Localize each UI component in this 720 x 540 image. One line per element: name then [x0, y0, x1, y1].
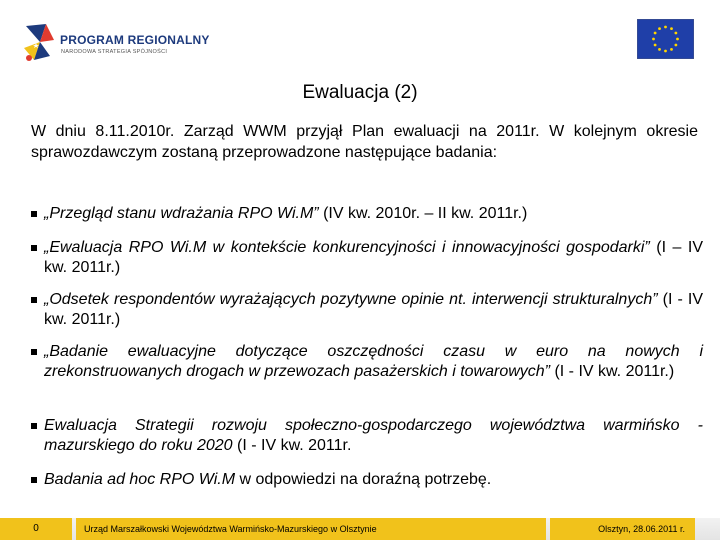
bullet-square-icon [31, 349, 37, 355]
bullet-square-icon [31, 211, 37, 217]
list-item [31, 416, 703, 456]
program-regionalny-logo [20, 20, 210, 70]
list-item [31, 290, 703, 330]
bullet-square-icon [31, 477, 37, 483]
eu-star-icon [652, 38, 655, 41]
list-item [31, 470, 703, 490]
logo-subtitle: NARODOWA STRATEGIA SPÓJNOŚCI [61, 49, 168, 55]
bullet-period: (I - IV kw. 2011r.) [550, 363, 675, 380]
bullet-title: Badania ad hoc RPO Wi.M [44, 471, 236, 488]
bullet-period: w odpowiedzi na doraźną potrzebę. [235, 471, 492, 488]
eu-star-icon [658, 48, 661, 51]
bullet-period: (IV kw. 2010r. – II kw. 2011r.) [318, 205, 528, 222]
eu-star-icon [664, 50, 667, 53]
page-number: 0 [0, 518, 72, 540]
logo-title: PROGRAM REGIONALNY [60, 33, 210, 47]
eu-star-icon [676, 38, 679, 41]
eu-star-icon [670, 27, 673, 30]
bullet-square-icon [31, 245, 37, 251]
eu-star-icon [670, 48, 673, 51]
bullet-period: (I - IV kw. 2011r.) [44, 291, 703, 328]
bullet-title: „Odsetek respondentów wyrażających pozytywne opinie nt. interwencji strukturalnych” [44, 291, 658, 308]
footer-date: Olsztyn, 28.06.2011 r. [550, 518, 695, 540]
eu-star-icon [654, 32, 657, 35]
eu-star-icon [658, 27, 661, 30]
intro-paragraph: W dniu 8.11.2010r. Zarząd WWM przyjął Plan ewaluacji na 2011r. W kolejnym okresie sprawozdawczym zostaną przeprowadzone następujące badania: [31, 123, 698, 161]
eu-star-icon [654, 44, 657, 47]
eu-star-icon [674, 32, 677, 35]
list-item [31, 238, 703, 278]
eu-flag-icon [637, 19, 694, 59]
eu-star-icon [664, 26, 667, 29]
bullet-title: „Ewaluacja RPO Wi.M w kontekście konkurencyjności i innowacyjności gospodarki” [44, 239, 650, 256]
eu-star-icon [674, 44, 677, 47]
bullet-period: (I – IV kw. 2011r.) [44, 239, 704, 276]
footer-organization: Urząd Marszałkowski Województwa Warmińsko-Mazurskiego w Olsztynie [76, 518, 546, 540]
list-item [31, 204, 703, 224]
list-item [31, 342, 703, 382]
bullet-title: „Badanie ewaluacyjne dotyczące oszczędności czasu w euro na nowych i zrekonstruowanych drogach w przewozach pasażerskich i towarowych” [44, 343, 703, 380]
slide-title: Ewaluacja (2) [302, 82, 418, 103]
bullet-title: „Przegląd stanu wdrażania RPO Wi.M” [44, 205, 319, 222]
bullet-square-icon [31, 423, 37, 429]
logo-emblem-icon [20, 20, 60, 65]
bullet-square-icon [31, 297, 37, 303]
bullet-title: Ewaluacja Strategii rozwoju społeczno-gospodarczego województwa warmińsko - mazurskiego do roku 2020 [44, 417, 703, 454]
bullet-period: (I - IV kw. 2011r. [232, 437, 352, 454]
